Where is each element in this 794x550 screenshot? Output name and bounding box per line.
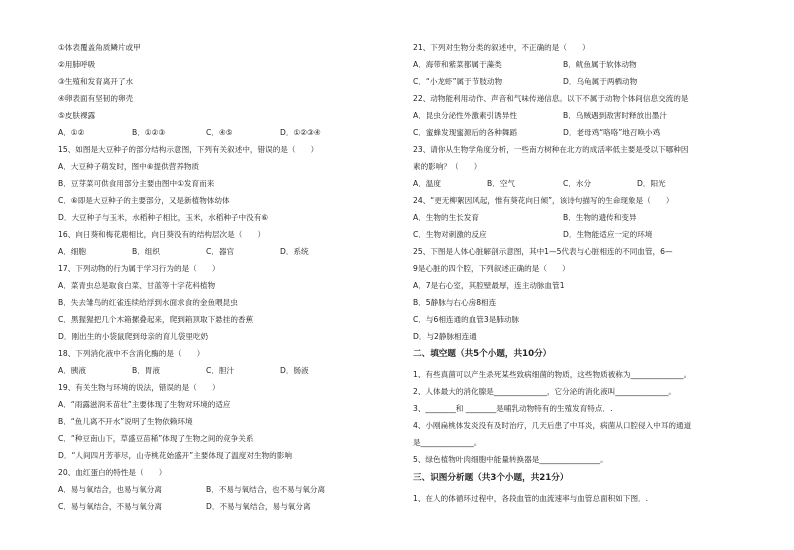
fill-item: 3、________和 ________是哺乳动物特有的生殖发育特点．. [413, 404, 613, 413]
option: D．不易与氧结合，易与氧分离 [206, 502, 311, 511]
fill-item-cont: 是______________。 [413, 438, 482, 447]
option: A．生物的生长发育 [413, 213, 479, 222]
question-stem: 19、有关生物与环境的说法，错误的是（ ） [58, 383, 220, 392]
question-stem: 22、动物能利用动作、声音和气味传递信息。以下不属于动物个体间信息交流的是 [413, 94, 689, 103]
option: B．乌贼遇到敌害时释放出墨汁 [563, 111, 667, 120]
option: D．“人间四月芳菲尽，山寺桃花始盛开”主要体现了温度对生物的影响 [58, 451, 292, 460]
option: C．④⑤ [206, 128, 233, 137]
option: A．①② [58, 128, 85, 137]
fill-item: 2、人体最大的消化腺是______________，它分泌的消化液叫______________。 [413, 387, 677, 396]
option: A．昆虫分泌性外激素引诱异性 [413, 111, 517, 120]
option: D．乌龟属于两栖动物 [563, 77, 638, 86]
option: D．刚出生的小袋鼠爬到母亲的育儿袋里吃奶 [58, 332, 209, 341]
option: B．①②③ [132, 128, 166, 137]
fill-item: 1、有些真菌可以产生杀死某些致病细菌的物质，这些物质被称为______________。 [413, 370, 692, 379]
option: D．①②③④ [280, 128, 321, 137]
option: D．与2静脉相连通 [413, 332, 477, 341]
option: D．系统 [280, 247, 309, 256]
option: C．易与氧结合，不易与氧分离 [58, 502, 163, 511]
section-title: 三、识图分析题（共3个小题，共21分） [413, 473, 569, 483]
option: B．生物的遗传和变异 [563, 213, 637, 222]
option: D．老母鸡“咯咯”地召唤小鸡 [563, 128, 661, 137]
question-stem: 18、下列消化液中不含消化酶的是（ ） [58, 349, 205, 358]
option: B．豆芽菜可供食用部分主要由图中①发育而来 [58, 179, 215, 188]
fill-item: 4、小刚扁桃体发炎没有及时治疗，几天后患了中耳炎，病菌从口腔侵入中耳的通道 [413, 421, 692, 430]
option: A．海带和紫菜都属于藻类 [413, 60, 502, 69]
pre-item: ③生殖和发育离开了水 [58, 77, 134, 86]
pre-item: ⑤皮肤裸露 [58, 111, 96, 120]
option: D．肠液 [280, 366, 309, 375]
option: D．生物能适应一定的环境 [563, 230, 653, 239]
option: B．失去雏鸟的红雀连续给浮到水面求食的金鱼喂昆虫 [58, 298, 238, 307]
option: A．细胞 [58, 247, 86, 256]
option: C．黑猩猩把几个木箱摞叠起来，爬到箱顶取下悬挂的香蕉 [58, 315, 254, 324]
option: A．7是右心室，其腔壁最厚，连主动脉血管1 [413, 281, 565, 290]
pre-item: ②用肺呼吸 [58, 60, 96, 69]
question-stem: 24、“更无柳絮因风起，惟有葵花向日倾”，该诗句描写的生命现象是（ ） [413, 196, 674, 205]
option: D．大豆种子与玉米，水稻种子相比，玉米，水稻种子中没有⑥ [58, 213, 269, 222]
question-stem: 15、如图是大豆种子的部分结构示意图，下列有关叙述中，错误的是（ ） [58, 145, 319, 154]
pre-item: ④卵表面有坚韧的卵壳 [58, 94, 134, 103]
question-stem: 17、下列动物的行为属于学习行为的是（ ） [58, 264, 220, 273]
option: C．⑥即是大豆种子的主要部分，又是新植物体幼体 [58, 196, 230, 205]
pre-item: ①体表覆盖角质鳞片或甲 [58, 43, 141, 52]
option: C．生物对刺激的反应 [413, 230, 487, 239]
option: C．水分 [563, 179, 592, 188]
question-stem: 23、请你从生物学角度分析，一些南方树种在北方的成活率低主要是受以下哪种因 [413, 145, 689, 154]
section-title: 二、填空题（共5个小题，共10分） [413, 349, 552, 359]
option: C．蜜蜂发现蜜源后的各种舞蹈 [413, 128, 518, 137]
option: B．5静脉与右心房8相连 [413, 298, 497, 307]
option: B．鱿鱼属于软体动物 [563, 60, 637, 69]
option: C．器官 [206, 247, 235, 256]
option: B．不易与氧结合，也不易与氧分离 [206, 485, 326, 494]
option: C．胆汁 [206, 366, 235, 375]
option: D．阳光 [637, 179, 666, 188]
question-stem: 25、下图是人体心脏解剖示意图，其中1—5代表与心脏相连的不同血管，6— [413, 247, 673, 256]
question-stem-cont: 9是心脏的四个腔，下列叙述正确的是（ ） [413, 264, 570, 273]
option: B．“鱼儿离不开水”说明了生物依赖环境 [58, 417, 193, 426]
option: A．菜青虫总是取食白菜、甘蓝等十字花科植物 [58, 281, 216, 290]
fill-item: 5、绿色植物叶肉细胞中能量转换器是________________。 [413, 455, 608, 464]
option: A．易与氧结合，也易与氧分离 [58, 485, 162, 494]
option: A．“雨露滋润禾苗壮”主要体现了生物对环境的适应 [58, 400, 231, 409]
figure-item: 1、在人的体循环过程中，各段血管的血流速率与血管总面积如下图．. [413, 494, 649, 503]
question-stem-cont: 素的影响？（ ） [413, 162, 482, 171]
question-stem: 21、下列对生物分类的叙述中，不正确的是（ ） [413, 43, 590, 52]
question-stem: 20、血红蛋白的特性是（ ） [58, 468, 167, 477]
option: C．“小龙虾”属于节肢动物 [413, 77, 503, 86]
question-stem: 16、向日葵和梅花鹿相比，向日葵没有的结构层次是（ ） [58, 230, 266, 239]
option: B．空气 [487, 179, 515, 188]
option: B．组织 [132, 247, 160, 256]
option: A．温度 [413, 179, 441, 188]
option: A．大豆种子萌发时，图中⑥提供营养物质 [58, 162, 200, 171]
option: C．与6相连通的血管3是肺动脉 [413, 315, 520, 324]
option: C．“种豆南山下，草盛豆苗稀”体现了生物之间的竞争关系 [58, 434, 254, 443]
option: B．胃液 [132, 366, 160, 375]
option: A．胰液 [58, 366, 86, 375]
